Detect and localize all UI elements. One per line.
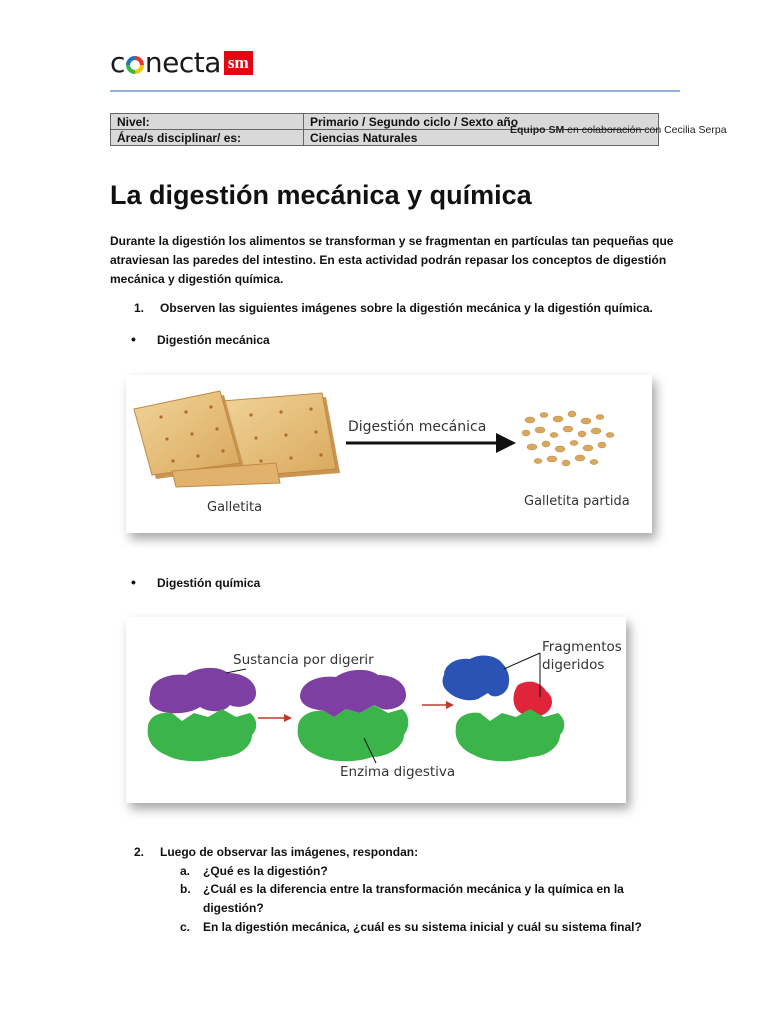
arrow-icon bbox=[422, 701, 454, 709]
header-divider bbox=[110, 90, 680, 92]
question-text: ¿Qué es la digestión? bbox=[203, 864, 328, 878]
info-value: Primario / Segundo ciclo / Sexto año bbox=[304, 114, 659, 130]
figure-chemical-digestion bbox=[126, 617, 626, 803]
label-fragments-line1: Fragmentos bbox=[542, 639, 622, 655]
page-title: La digestión mecánica y química bbox=[110, 180, 532, 210]
substance-icon bbox=[149, 668, 256, 713]
question-letter: b. bbox=[180, 882, 191, 896]
question-letter: c. bbox=[180, 920, 191, 934]
label-enzyme: Enzima digestiva bbox=[340, 764, 456, 780]
intro-paragraph: Durante la digestión los alimentos se transforman y se fragmentan en partículas tan pequeñas que atraviesan las paredes del intestino. En esta actividad podrán repasar los conceptos de digestión mecánica y digestión química. bbox=[110, 234, 674, 286]
cracker-icon bbox=[134, 391, 340, 487]
label-cracker: Galletita bbox=[207, 500, 263, 515]
info-label: Área/s disciplinar/ es: bbox=[111, 130, 304, 146]
enzyme-icon bbox=[456, 709, 565, 761]
label-fragments-line2: digeridos bbox=[542, 657, 605, 673]
mechanical-illustration bbox=[126, 375, 652, 533]
bullet-text: Digestión mecánica bbox=[157, 333, 270, 347]
logo-wordmark bbox=[110, 46, 221, 79]
bullet-mechanical bbox=[131, 330, 270, 350]
logo-circle-icon bbox=[126, 56, 144, 74]
arrow-icon bbox=[258, 714, 292, 722]
question-a bbox=[180, 862, 328, 881]
crumbs-icon bbox=[522, 411, 614, 466]
step-text: Luego de observar las imágenes, respondan: bbox=[160, 845, 419, 859]
bullet-icon: • bbox=[131, 331, 136, 347]
step-2 bbox=[134, 843, 418, 862]
collab-strike: en colaboración bbox=[564, 124, 645, 136]
question-b-continuation: digestión? bbox=[203, 901, 264, 915]
step-1 bbox=[134, 299, 653, 318]
bullet-chemical bbox=[131, 573, 260, 593]
label-arrow: Digestión mecánica bbox=[348, 419, 487, 435]
label-crushed-cracker: Galletita partida bbox=[524, 494, 630, 509]
collab-author: con Cecilia Serpa bbox=[644, 124, 727, 136]
label-substance: Sustancia por digerir bbox=[233, 652, 374, 668]
question-text: ¿Cuál es la diferencia entre la transformación mecánica y la química en la bbox=[203, 882, 624, 896]
question-text: En la digestión mecánica, ¿cuál es su sistema inicial y cuál su sistema final? bbox=[203, 920, 642, 934]
arrow-icon bbox=[346, 433, 516, 453]
logo-letter-c: c bbox=[110, 46, 125, 79]
question-letter: a. bbox=[180, 864, 191, 878]
fragments-icon bbox=[443, 656, 553, 717]
logo-sm-badge: sm bbox=[224, 51, 253, 75]
conecta-sm-logo bbox=[110, 46, 253, 80]
figure-mechanical-digestion bbox=[126, 375, 652, 533]
info-label: Nivel: bbox=[111, 114, 304, 130]
step-number: 2. bbox=[134, 845, 145, 859]
question-c bbox=[180, 918, 642, 937]
step-text: Observen las siguientes imágenes sobre la digestión mecánica y la digestión química. bbox=[160, 301, 653, 315]
collab-team: Equipo SM bbox=[510, 124, 565, 136]
collaboration-note bbox=[510, 124, 727, 136]
logo-letters: necta bbox=[144, 46, 221, 79]
step-number: 1. bbox=[134, 301, 145, 315]
enzyme-icon bbox=[148, 709, 257, 761]
question-b bbox=[180, 880, 624, 899]
chemical-illustration bbox=[126, 617, 626, 803]
bullet-text: Digestión química bbox=[157, 576, 261, 590]
info-value: Ciencias Naturales bbox=[304, 130, 659, 146]
bullet-icon: • bbox=[131, 574, 136, 590]
substance-enzyme-complex-icon bbox=[298, 670, 409, 761]
